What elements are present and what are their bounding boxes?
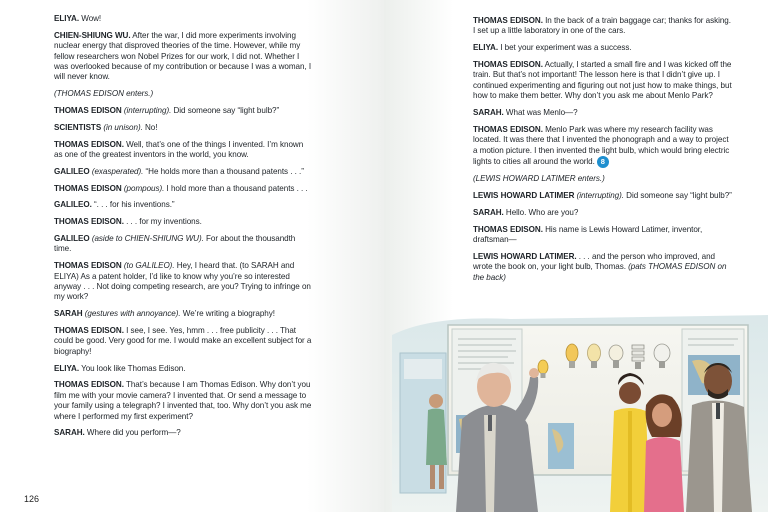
script-line: THOMAS EDISON. Actually, I started a small fire and I was kicked off the train. But that’s not important! The lesson here is that I didn’t give up. I continued experimenting and figuring out not just how to make things, but how to make them better. Why don’t you ask me about Menlo Park? bbox=[473, 60, 732, 101]
right-text-column bbox=[473, 16, 733, 290]
script-line: SARAH. What was Menlo—? bbox=[473, 108, 578, 118]
girl-pink-figure bbox=[644, 394, 684, 512]
script-line: ELIYA. Wow! bbox=[54, 14, 102, 23]
script-line: SARAH. Where did you perform—? bbox=[54, 428, 181, 438]
script-line: THOMAS EDISON. I see, I see. Yes, hmm . . . free publicity . . . That could be good. Very good for me. I would make an excellent subject for a biography! bbox=[54, 326, 312, 356]
script-line: SCIENTISTS (in unison). No! bbox=[54, 122, 158, 132]
script-line: GALILEO (exasperated). “He holds more than a thousand patents . . .” bbox=[54, 166, 304, 176]
script-line: THOMAS EDISON. In the back of a train baggage car; thanks for asking. I set up a little laboratory in one of the cars. bbox=[473, 16, 731, 36]
script-line: LEWIS HOWARD LATIMER (interrupting). Did someone say “light bulb?” bbox=[473, 191, 732, 201]
script-line: THOMAS EDISON. That’s because I am Thomas Edison. Why don’t you film me with your movie camera? I invented that. Or send a message to your family using a telegraph? I invented that, too. Why don’t you ask me where I performed my first experiment? bbox=[54, 380, 312, 421]
footnote-badge[interactable]: 8 bbox=[597, 156, 609, 168]
script-line: CHIEN-SHIUNG WU. After the war, I did more experiments involving nuclear energy that disproved theories of the time. However, while my fellow researchers won Nobel Prizes for our work, I did not. Whether I was overlooked because of my contribution or because I was a woman, I will never know. bbox=[54, 30, 312, 82]
script-line: GALILEO. “. . . for his inventions.” bbox=[54, 200, 175, 210]
script-line: ELIYA. You look like Thomas Edison. bbox=[54, 363, 186, 373]
script-line: THOMAS EDISON. . . . for my inventions. bbox=[54, 217, 202, 227]
stage-direction: (THOMAS EDISON enters.) bbox=[54, 89, 154, 99]
script-line: SARAH (gestures with annoyance). We’re writing a biography! bbox=[54, 309, 275, 319]
wall-sign bbox=[404, 359, 442, 379]
script-line: THOMAS EDISON. Menlo Park was where my research facility was located. It was there that I invented the phonograph and a way to project a motion picture. I then invented the light bulb, which would bring electric lights to cities all around the world. 8 bbox=[473, 124, 730, 167]
script-line: GALILEO (aside to CHIEN-SHIUNG WU). For about the thousandth time. bbox=[54, 234, 296, 254]
script-line: LEWIS HOWARD LATIMER. . . . and the person who improved, and wrote the book on, your light bulb, Thomas. (pats THOMAS EDISON on the back) bbox=[473, 252, 727, 282]
script-line: THOMAS EDISON. His name is Lewis Howard Latimer, inventor, draftsman— bbox=[473, 224, 703, 245]
script-line: THOMAS EDISON (interrupting). Did someone say “light bulb?” bbox=[54, 106, 280, 116]
stage-direction: (LEWIS HOWARD LATIMER enters.) bbox=[473, 174, 605, 184]
page-number-left: 126 bbox=[24, 494, 40, 504]
script-line: ELIYA. I bet your experiment was a success. bbox=[473, 43, 632, 53]
script-line: THOMAS EDISON. Well, that’s one of the things I invented. I’m known as one of the greatest inventors in the world, you know. bbox=[54, 139, 304, 160]
script-line: THOMAS EDISON (pompous). I hold more than a thousand patents . . . bbox=[54, 183, 308, 193]
script-line: THOMAS EDISON (to GALILEO). Hey, I heard that. (to SARAH and ELIYA) As a patent holder, I’d like to know why you’re so interested anyway . . . Not doing competing research, are you? Trying to infringe on my work? bbox=[54, 261, 311, 302]
scene-illustration bbox=[392, 315, 768, 512]
script-line: SARAH. Hello. Who are you? bbox=[473, 208, 579, 218]
left-text-column bbox=[54, 14, 312, 445]
